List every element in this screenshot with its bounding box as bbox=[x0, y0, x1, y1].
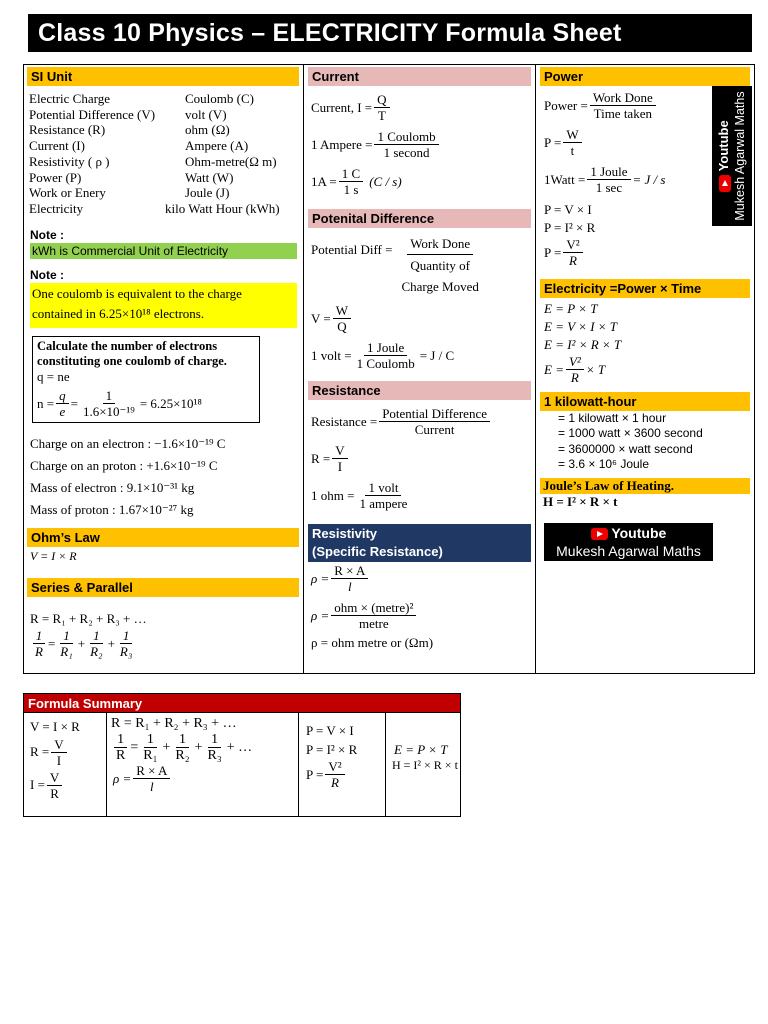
kwh-line: = 3600000 × watt second bbox=[558, 441, 693, 456]
si-unit: ohm (Ω) bbox=[185, 122, 230, 138]
rhs: = J / C bbox=[419, 347, 455, 363]
frac-den: Charge Moved bbox=[401, 279, 479, 294]
frac bbox=[374, 129, 438, 160]
kwh-line: = 1 kilowatt × 1 hour bbox=[558, 411, 667, 425]
resistivity-unit: ρ = ohm metre or (Ωm) bbox=[311, 635, 434, 650]
frac-num: 1 Coulomb bbox=[374, 129, 438, 145]
frac-den: I bbox=[337, 459, 343, 474]
si-row bbox=[29, 170, 303, 186]
frac-den: l bbox=[150, 779, 154, 794]
frac-den: 1 second bbox=[383, 145, 430, 160]
resistance-header: Resistance bbox=[308, 381, 531, 400]
energy-formula: E = I² × R × T bbox=[544, 337, 622, 352]
summary-parallel: $\frac{1}{R}$ = $\frac{1}{\text{R₁}}$ + $\frac{1}{\text{R₂}}$ + $\frac{1}{\text{R₃}}$ + … bbox=[111, 732, 298, 763]
si-unit: Coulomb (C) bbox=[185, 91, 254, 106]
box-title: Calculate the number of electrons constituting one coulomb of charge. bbox=[37, 338, 227, 368]
kwh-note: kWh is Commercial Unit of Electricity bbox=[30, 243, 297, 259]
rhs: = J / s bbox=[632, 171, 666, 187]
frac-num: R × A bbox=[133, 763, 170, 779]
frac bbox=[87, 628, 105, 659]
box-equation: q = ne bbox=[37, 368, 70, 384]
lhs: Current, I = bbox=[311, 99, 373, 115]
kwh-header: 1 kilowatt-hour bbox=[540, 392, 750, 411]
frac bbox=[331, 600, 416, 631]
resistivity-title: Resistivity bbox=[312, 526, 378, 541]
si-unit-table bbox=[24, 86, 303, 217]
series-parallel-header: Series & Parallel bbox=[27, 578, 299, 597]
frac bbox=[325, 759, 344, 790]
box-calculation: n = $\frac{q}{e}$ = $\frac{1}{\text{1.6×10⁻¹⁹}}$ = 6.25×10¹⁸ bbox=[37, 388, 202, 420]
summary-formula: R = R₁ + R₂ + R₃ + … bbox=[111, 716, 237, 731]
frac-den: I bbox=[56, 752, 62, 768]
frac-den: R₃ bbox=[119, 644, 133, 660]
si-row bbox=[29, 91, 303, 107]
frac-den: R bbox=[331, 775, 339, 790]
column-si-unit bbox=[23, 64, 304, 674]
power-variant: P = V × I bbox=[544, 202, 592, 217]
summary-formula: P = I² × R bbox=[306, 742, 358, 757]
summary-resistance-cell bbox=[107, 713, 299, 817]
summary-formula bbox=[30, 737, 106, 768]
lhs: 1 ohm = bbox=[311, 487, 355, 503]
frac-den: R bbox=[116, 748, 126, 763]
si-row bbox=[29, 185, 303, 201]
frac-den: 1 ampere bbox=[359, 496, 408, 511]
youtube-channel-badge[interactable] bbox=[544, 523, 713, 561]
frac-num: W bbox=[333, 303, 351, 319]
si-row bbox=[29, 201, 303, 217]
lhs: P = bbox=[306, 766, 324, 782]
frac-num: 1 Joule bbox=[364, 340, 407, 356]
frac-den: T bbox=[377, 108, 386, 123]
summary-formula: P = V × I bbox=[306, 723, 354, 738]
frac-num: 1 bbox=[33, 628, 46, 644]
lhs: 1A = bbox=[311, 173, 337, 189]
frac-num: 1 bbox=[176, 732, 189, 748]
frac-num: 1 bbox=[114, 732, 127, 748]
resistivity-header bbox=[308, 524, 531, 562]
frac bbox=[563, 127, 581, 158]
frac-den: R bbox=[35, 644, 43, 660]
frac-num: R × A bbox=[331, 563, 368, 579]
frac-num: Potential Difference bbox=[379, 406, 490, 422]
ampere-formula bbox=[311, 129, 535, 160]
si-quantity: Electric Charge bbox=[29, 91, 110, 106]
current-header: Current bbox=[308, 67, 531, 86]
frac-num: V² bbox=[563, 237, 582, 253]
frac bbox=[140, 732, 160, 763]
frac bbox=[133, 763, 170, 794]
fact-line: Charge on an electron : −1.6×10⁻¹⁹ C bbox=[30, 436, 226, 452]
frac bbox=[332, 443, 347, 474]
particle-facts bbox=[30, 433, 303, 521]
v-formula bbox=[311, 303, 535, 334]
lhs: V = bbox=[311, 310, 331, 326]
box-n: n = bbox=[37, 395, 55, 411]
kwh-derivation bbox=[558, 411, 754, 472]
frac-num: V bbox=[47, 770, 62, 786]
frac-den: 1 Coulomb bbox=[356, 356, 415, 371]
frac-num: 1 bbox=[144, 732, 157, 748]
coulomb-note bbox=[30, 283, 297, 328]
frac bbox=[590, 90, 656, 121]
lhs: 1 volt = bbox=[311, 347, 352, 363]
frac-num: 1 bbox=[208, 732, 221, 748]
lhs: ρ = bbox=[113, 770, 132, 786]
summary-formula bbox=[306, 759, 385, 790]
potential-formula bbox=[311, 234, 535, 297]
frac-den: Time taken bbox=[593, 106, 652, 121]
frac-den: R₂ bbox=[175, 748, 190, 763]
ohms-law-formula: V = I × R bbox=[30, 549, 77, 564]
kwh-line: = 1000 watt × 3600 second bbox=[558, 426, 703, 441]
lhs: 1Watt = bbox=[544, 171, 586, 187]
si-quantity: Resistivity ( ρ ) bbox=[29, 153, 110, 169]
energy-formulas bbox=[544, 300, 754, 354]
lhs: Power = bbox=[544, 97, 588, 113]
frac-den: R₂ bbox=[90, 644, 103, 660]
box-result: = 6.25×10¹⁸ bbox=[139, 395, 202, 411]
youtube-channel-vertical[interactable] bbox=[712, 86, 752, 226]
potential-header: Potenital Difference bbox=[308, 209, 531, 228]
lhs: R = bbox=[311, 450, 331, 466]
formula-summary bbox=[23, 693, 461, 817]
lhs: P = bbox=[544, 134, 562, 150]
frac-num: 1 bbox=[120, 628, 133, 644]
current-formula bbox=[311, 92, 535, 123]
frac-num: q bbox=[56, 388, 69, 404]
si-unit: kilo Watt Hour (kWh) bbox=[165, 200, 280, 216]
rhs: (C / s) bbox=[369, 173, 402, 189]
frac-num: V bbox=[51, 737, 66, 753]
summary-power-cell bbox=[299, 713, 386, 817]
frac-den: Current bbox=[414, 422, 455, 437]
ohm-formula bbox=[311, 480, 535, 511]
frac-den: metre bbox=[359, 616, 389, 631]
frac-num: 1 C bbox=[339, 166, 363, 182]
note-label: Note : bbox=[30, 227, 64, 242]
volt-formula bbox=[311, 340, 535, 371]
channel-name: Mukesh Agarwal Maths bbox=[556, 543, 701, 560]
fact-line: Mass of proton : 1.67×10⁻²⁷ kg bbox=[30, 502, 194, 518]
resistivity-subtitle: (Specific Resistance) bbox=[312, 544, 443, 559]
youtube-play-icon bbox=[591, 528, 608, 540]
frac-den: Q bbox=[337, 319, 347, 334]
si-unit: Joule (J) bbox=[185, 185, 230, 201]
q-over-e bbox=[56, 388, 69, 419]
ampere-unit-formula bbox=[311, 166, 535, 197]
frac-num: Work Done bbox=[407, 234, 473, 255]
frac bbox=[379, 406, 490, 437]
lhs: Resistance = bbox=[311, 413, 378, 429]
si-quantity: Work or Enery bbox=[29, 185, 106, 201]
column-current bbox=[303, 64, 536, 674]
frac-den: R bbox=[569, 253, 577, 268]
frac-num: V² bbox=[325, 759, 344, 775]
si-unit: Ampere (A) bbox=[185, 138, 249, 154]
si-row bbox=[29, 122, 303, 138]
frac bbox=[117, 628, 135, 659]
frac-num: 1 Joule bbox=[587, 164, 630, 180]
si-quantity: Power (P) bbox=[29, 169, 82, 185]
fact-line: Mass of electron : 9.1×10⁻³¹ kg bbox=[30, 480, 195, 496]
lhs: Potential Diff = bbox=[311, 242, 393, 257]
frac-den: l bbox=[348, 579, 352, 594]
joule-header: Joule’s Law of Heating. bbox=[540, 478, 750, 494]
frac bbox=[354, 340, 418, 371]
p-v2-formula bbox=[544, 237, 754, 268]
resistivity-unit-formula bbox=[311, 600, 535, 631]
frac-den: 1 sec bbox=[595, 180, 623, 195]
frac-num: Work Done bbox=[590, 90, 656, 106]
youtube-label: Youtube bbox=[716, 120, 731, 172]
frac bbox=[333, 303, 351, 334]
frac bbox=[587, 164, 630, 195]
summary-formula bbox=[30, 770, 106, 801]
resistivity-formula bbox=[311, 563, 535, 594]
frac-den: R bbox=[50, 785, 59, 801]
youtube-vertical-text bbox=[715, 88, 749, 224]
frac-den: 1.6×10⁻¹⁹ bbox=[82, 404, 135, 420]
frac-num: ohm × (metre)² bbox=[331, 600, 416, 616]
joule-formula: H = I² × R × t bbox=[543, 494, 618, 510]
si-unit: Watt (W) bbox=[185, 169, 234, 185]
frac-den: R₁ bbox=[60, 644, 73, 660]
power-header: Power bbox=[540, 67, 750, 86]
summary-formula: H = I² × R × t bbox=[392, 757, 458, 772]
summary-formula: V = I × R bbox=[30, 719, 80, 734]
electricity-energy-header: Electricity =Power × Time bbox=[540, 279, 750, 298]
ohms-law-header: Ohm’s Law bbox=[27, 528, 299, 547]
power-variant: P = I² × R bbox=[544, 220, 596, 235]
lhs: ρ = bbox=[311, 570, 330, 586]
youtube-vertical-title bbox=[715, 88, 732, 224]
series-formula: R = R₁ + R₂ + R₃ + … bbox=[30, 610, 147, 626]
lhs: 1 Ampere = bbox=[311, 136, 373, 152]
column-power bbox=[535, 64, 755, 674]
energy-formula: E = P × T bbox=[544, 301, 598, 316]
frac bbox=[47, 770, 62, 801]
page-title: Class 10 Physics – ELECTRICITY Formula Sheet bbox=[28, 14, 752, 52]
si-quantity: Potential Difference (V) bbox=[29, 106, 156, 122]
lhs: I = bbox=[30, 777, 45, 793]
energy-formula: E = V × I × T bbox=[544, 319, 618, 334]
frac-num: Q bbox=[374, 92, 389, 108]
si-quantity: Current (I) bbox=[29, 138, 85, 154]
coulomb-note-line: One coulomb is equivalent to the charge bbox=[32, 285, 242, 301]
youtube-play-icon bbox=[719, 175, 731, 192]
frac bbox=[172, 732, 192, 763]
kwh-line: = 3.6 × 10⁶ Joule bbox=[558, 456, 650, 471]
frac-num: 1 bbox=[103, 388, 116, 404]
si-quantity: Resistance (R) bbox=[29, 122, 106, 138]
frac bbox=[356, 480, 410, 511]
frac-den: R₃ bbox=[207, 748, 222, 763]
frac bbox=[57, 628, 75, 659]
summary-ohm-cell bbox=[24, 713, 107, 817]
frac-den: R bbox=[570, 370, 579, 385]
frac-num: 1 bbox=[60, 628, 73, 644]
fact-line: Charge on an proton : +1.6×10⁻¹⁹ C bbox=[30, 458, 218, 474]
rhs: × T bbox=[585, 361, 606, 377]
coulomb-note-line: contained in 6.25×10¹⁸ electrons. bbox=[32, 305, 205, 321]
si-quantity: Electricity bbox=[29, 200, 84, 216]
electron-count-box bbox=[32, 336, 260, 424]
series-tail: + … bbox=[226, 739, 253, 755]
summary-formula bbox=[113, 763, 298, 794]
frac bbox=[339, 166, 363, 197]
frac-den: Quantity of bbox=[410, 258, 470, 273]
r-formula bbox=[311, 443, 535, 474]
summary-formula: E = P × T bbox=[394, 742, 448, 757]
frac-den: R₁ bbox=[143, 748, 158, 763]
frac bbox=[331, 563, 368, 594]
frac-num: V bbox=[332, 443, 347, 459]
si-row bbox=[29, 154, 303, 170]
si-row bbox=[29, 138, 303, 154]
summary-energy-cell bbox=[386, 713, 461, 817]
frac-num: W bbox=[563, 127, 581, 143]
si-unit: volt (V) bbox=[185, 106, 227, 122]
resistance-formula bbox=[311, 406, 535, 437]
si-unit-header: SI Unit bbox=[27, 67, 299, 86]
one-over-charge bbox=[80, 388, 138, 419]
frac-den: e bbox=[59, 404, 66, 420]
frac bbox=[374, 92, 389, 123]
si-row bbox=[29, 107, 303, 123]
si-unit: Ohm-metre(Ω m) bbox=[185, 153, 277, 169]
lhs: E = bbox=[544, 361, 564, 377]
parallel-formula: $\frac{1}{R}$ = $\frac{1}{\text{R₁}}$ + $\frac{1}{\text{R₂}}$ + $\frac{1}{\text{R₃}}$ bbox=[30, 628, 303, 659]
lhs: P = bbox=[544, 244, 562, 260]
frac bbox=[398, 234, 481, 297]
energy-v2-formula bbox=[544, 354, 754, 385]
frac-num: V² bbox=[566, 354, 584, 370]
frac bbox=[566, 354, 584, 385]
note-label: Note : bbox=[30, 267, 64, 282]
lhs: R = bbox=[30, 744, 50, 760]
frac-den: t bbox=[570, 143, 575, 158]
youtube-badge-title bbox=[544, 524, 713, 542]
frac bbox=[205, 732, 225, 763]
youtube-label: Youtube bbox=[611, 525, 667, 542]
frac-den: 1 s bbox=[343, 182, 359, 197]
summary-header: Formula Summary bbox=[24, 694, 460, 713]
frac bbox=[32, 628, 46, 659]
frac bbox=[563, 237, 582, 268]
frac-num: 1 volt bbox=[365, 480, 401, 496]
frac-num: 1 bbox=[90, 628, 103, 644]
lhs: ρ = bbox=[311, 607, 330, 623]
frac bbox=[51, 737, 66, 768]
channel-name: Mukesh Agarwal Maths bbox=[733, 91, 747, 221]
frac bbox=[113, 732, 128, 763]
